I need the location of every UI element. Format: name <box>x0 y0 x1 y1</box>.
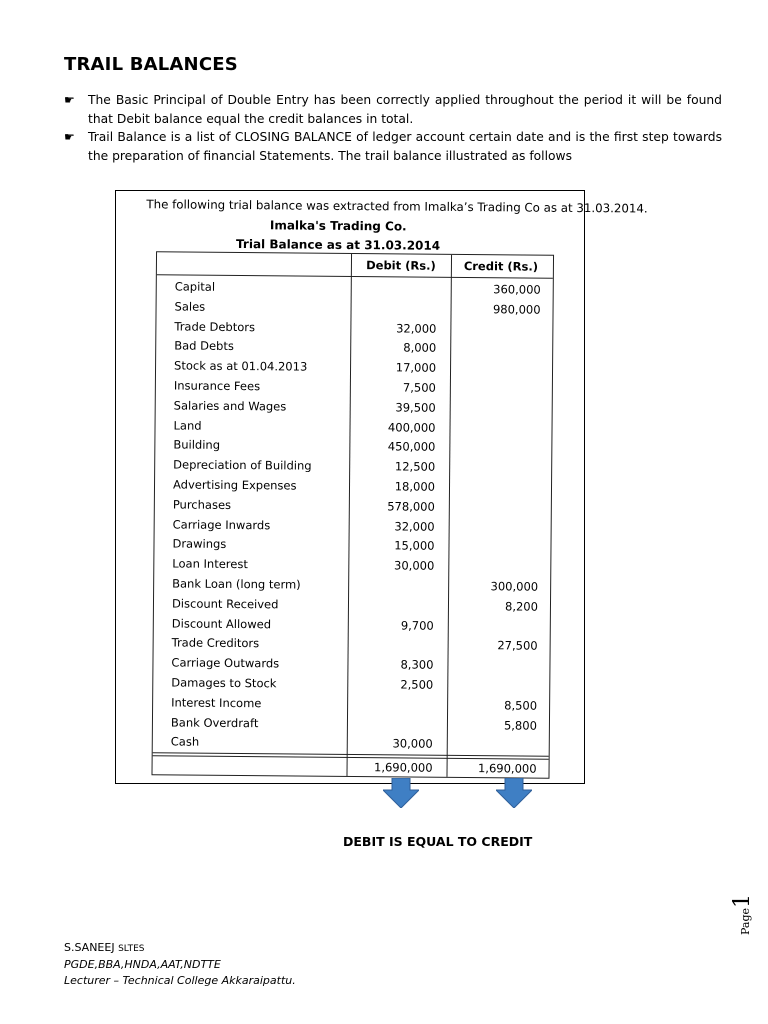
author-org: SLTES <box>118 944 145 954</box>
credit-cell <box>450 321 540 322</box>
bullet-text: The Basic Principal of Double Entry has been correctly applied throughout the period it will be found that Debit balance equal the credit balances in total. <box>88 93 722 126</box>
table-row <box>153 735 551 756</box>
account-cell: Carriage Outwards <box>171 655 280 671</box>
account-cell: Discount Received <box>171 596 279 612</box>
debit-cell: 8,000 <box>403 340 437 356</box>
down-arrow-icon <box>383 778 419 808</box>
account-cell: Trade Debtors <box>174 319 256 334</box>
debit-cell: 12,500 <box>394 459 436 474</box>
table-row <box>156 319 554 340</box>
debit-cell: 32,000 <box>396 320 437 336</box>
bullet-text: Trail Balance is a list of CLOSING BALANCE of ledger account certain date and is the first step towards the preparation of financial Statements. The trail balance illustrated as follows <box>88 130 722 163</box>
debit-cell: 32,000 <box>394 518 435 534</box>
table-row <box>153 675 551 696</box>
bullet-list <box>64 91 722 165</box>
trial-balance-table <box>151 251 554 778</box>
debit-cell <box>347 697 433 698</box>
debit-cell <box>348 637 434 638</box>
account-cell: Carriage Inwards <box>172 517 271 532</box>
table-row <box>154 576 552 597</box>
table-row <box>153 655 551 676</box>
credit-cell: 27,500 <box>497 638 538 654</box>
credit-cell: 360,000 <box>493 282 541 297</box>
account-cell: Drawings <box>172 536 227 552</box>
credit-cell <box>449 460 539 461</box>
page-number-value: 1 <box>730 893 756 908</box>
pointing-hand-icon: ☛ <box>64 130 75 144</box>
table-row <box>156 299 554 320</box>
credit-cell: 980,000 <box>492 302 541 317</box>
debit-cell: 17,000 <box>395 360 437 375</box>
debit-cell: 7,500 <box>402 380 436 395</box>
debit-cell: 400,000 <box>387 419 436 435</box>
conclusion-text: DEBIT IS EQUAL TO CREDIT <box>343 834 533 849</box>
credit-cell <box>450 401 540 402</box>
credit-cell: 5,800 <box>503 717 537 733</box>
credit-cell <box>447 678 537 679</box>
credit-total: 1,690,000 <box>477 761 537 776</box>
author-footer <box>64 940 296 989</box>
table-row <box>155 418 553 439</box>
table-row <box>155 477 553 498</box>
pointing-hand-icon: ☛ <box>64 93 75 107</box>
table-row <box>157 279 555 300</box>
table-row <box>154 636 552 657</box>
debit-cell <box>348 598 434 599</box>
credit-cell <box>450 341 540 342</box>
credit-cell <box>450 361 540 362</box>
table-row <box>156 358 554 379</box>
credit-cell <box>448 559 538 560</box>
author-qualifications: PGDE,BBA,HNDA,AAT,NDTTE <box>64 958 221 971</box>
debit-total: 1,690,000 <box>373 760 433 775</box>
account-cell: Bank Loan (long term) <box>172 576 301 592</box>
credit-cell <box>450 420 540 421</box>
debit-cell <box>351 301 437 302</box>
page-label: Page <box>739 907 753 936</box>
account-cell: Advertising Expenses <box>172 477 297 493</box>
company-name: Imalka's Trading Co. <box>269 218 407 234</box>
table-row <box>154 537 552 558</box>
header-rule <box>157 274 553 278</box>
account-cell: Bad Debts <box>174 338 234 354</box>
debit-cell: 578,000 <box>387 499 435 514</box>
account-cell: Building <box>173 437 221 453</box>
account-cell: Sales <box>174 299 206 314</box>
credit-cell <box>449 539 539 540</box>
trial-balance-subtitle: Trial Balance as at 31.03.2014 <box>236 236 441 253</box>
account-cell: Cash <box>170 734 200 750</box>
credit-cell <box>448 618 538 619</box>
debit-cell: 30,000 <box>392 736 433 752</box>
table-row <box>155 517 553 538</box>
table-row <box>155 457 553 478</box>
table-row <box>156 378 554 399</box>
credit-header: Credit (Rs.) <box>463 258 539 274</box>
debit-header: Debit (Rs.) <box>366 258 436 273</box>
account-cell: Damages to Stock <box>171 675 277 691</box>
account-cell: Salaries and Wages <box>173 398 287 414</box>
debit-cell: 2,500 <box>400 677 434 692</box>
account-cell: Trade Creditors <box>171 635 260 651</box>
credit-cell: 8,500 <box>504 698 538 713</box>
table-row <box>155 497 553 518</box>
page-title: TRAIL BALANCES <box>64 54 238 75</box>
credit-cell <box>450 381 540 382</box>
credit-cell: 300,000 <box>490 579 539 594</box>
credit-cell: 8,200 <box>504 599 539 614</box>
credit-cell <box>449 480 539 481</box>
debit-cell: 450,000 <box>387 439 436 455</box>
account-cell: Stock as at 01.04.2013 <box>173 358 308 374</box>
debit-cell: 9,700 <box>400 618 434 633</box>
credit-cell <box>449 519 539 520</box>
debit-cell: 15,000 <box>394 538 435 554</box>
account-cell: Depreciation of Building <box>173 457 312 473</box>
author-name: S.SANEEJ <box>64 941 115 954</box>
account-cell: Bank Overdraft <box>170 715 259 730</box>
down-arrow-icon <box>496 778 532 808</box>
account-cell: Capital <box>174 279 216 294</box>
account-cell: Discount Allowed <box>171 616 272 631</box>
debit-cell: 18,000 <box>394 479 436 494</box>
debit-cell <box>347 717 433 718</box>
table-row <box>156 339 554 360</box>
account-cell: Land <box>173 418 202 433</box>
credit-cell <box>449 500 539 501</box>
account-cell: Insurance Fees <box>173 378 261 394</box>
page-number <box>730 890 760 940</box>
debit-cell: 8,300 <box>400 657 434 672</box>
account-cell: Interest Income <box>171 695 262 711</box>
figure-intro: The following trial balance was extracted from Imalka’s Trading Co as at 31.03.2014. <box>146 197 648 216</box>
debit-cell <box>348 578 434 579</box>
table-row <box>153 715 551 736</box>
table-row <box>154 596 552 617</box>
table-row <box>156 398 554 419</box>
debit-cell <box>351 281 437 282</box>
trial-balance-figure <box>115 190 648 784</box>
table-row <box>154 556 552 577</box>
bullet-item <box>64 128 722 165</box>
credit-cell <box>449 440 539 441</box>
table-row <box>153 695 551 716</box>
credit-cell <box>448 658 538 659</box>
table-row <box>154 616 552 637</box>
bullet-item <box>64 91 722 128</box>
credit-cell <box>447 737 537 738</box>
debit-cell: 39,500 <box>395 400 436 415</box>
debit-cell: 30,000 <box>394 558 435 573</box>
author-position: Lecturer – Technical College Akkaraipattu. <box>64 974 296 987</box>
account-cell: Purchases <box>172 497 232 512</box>
account-cell: Loan Interest <box>172 556 248 572</box>
table-row <box>155 438 553 459</box>
